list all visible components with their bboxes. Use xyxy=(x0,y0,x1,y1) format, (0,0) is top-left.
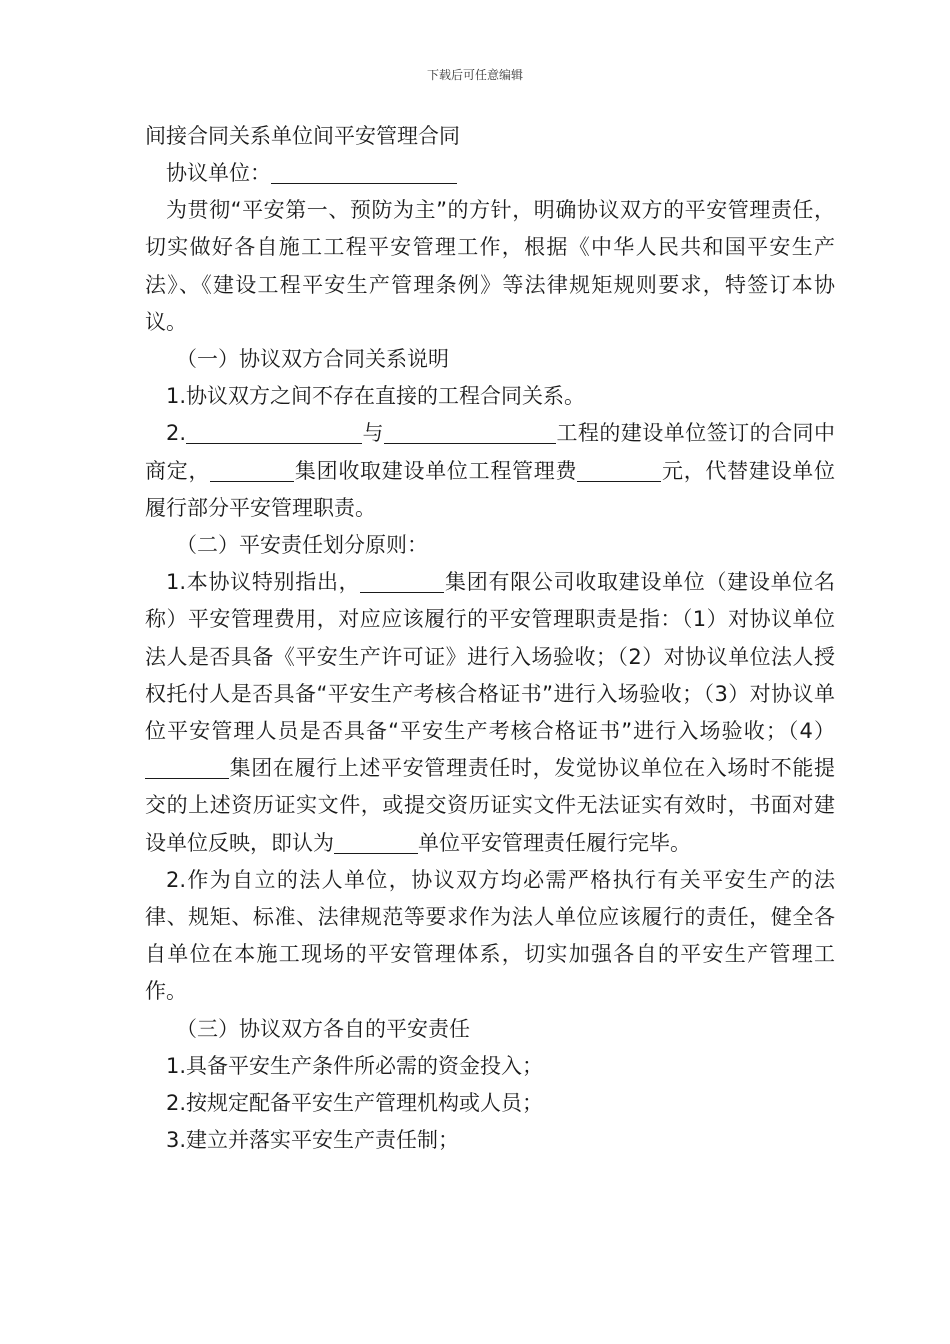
text-fragment: 集团在履行上述平安管理责任时，发觉协议单位在入场时不能提交的上述资历证实文件，或提交资历证实文件无法证实有效时，书面对建设单位反映，即认为 xyxy=(145,756,835,855)
text-fragment: 集团收取建设单位工程管理费 xyxy=(294,458,578,483)
party-line xyxy=(145,155,835,192)
blank-field xyxy=(210,459,294,482)
blank-field xyxy=(186,421,362,444)
text-fragment: 元，代替建设单位履行部分平安管理职责。 xyxy=(145,458,836,520)
text-fragment: 1.本协议特别指出， xyxy=(166,570,361,595)
section3-item2: 2.按规定配备平安生产管理机构或人员； xyxy=(166,1091,544,1116)
section1-heading: （一）协议双方合同关系说明 xyxy=(176,347,449,372)
blank-field xyxy=(145,756,229,779)
section2-heading: （二）平安责任划分原则： xyxy=(176,533,428,558)
text-fragment: 单位平安管理责任履行完毕。 xyxy=(418,830,691,855)
text-fragment: 与 xyxy=(362,421,384,446)
page-header: 下载后可任意编辑 xyxy=(426,68,523,82)
text-fragment: 2. xyxy=(166,421,187,446)
text-fragment: 工程的建设单位签订的合同中商定， xyxy=(145,421,836,483)
text-fragment: 集团有限公司收取建设单位（建设单位名称）平安管理费用，对应应该履行的平安管理职责是指：（1）对协议单位法人是否具备《平安生产许可证》进行入场验收；（2）对协议单位法人授权托付人是否具备“平安生产考核合格证书”进行入场验收；（3）对协议单位平安管理人员是否具备“平安生产考核合格证书”进行入场验收；（4） xyxy=(145,570,835,744)
section2-item2: 2.作为自立的法人单位，协议双方均必需严格执行有关平安生产的法律、规矩、标准、法律规范等要求作为法人单位应该履行的责任，健全各自单位在本施工现场的平安管理体系，切实加强各自的平安生产管理工作。 xyxy=(145,867,835,1004)
section2-item1 xyxy=(145,564,835,862)
party-blank xyxy=(271,161,457,184)
blank-field xyxy=(384,421,556,444)
section1-item1: 1.协议双方之间不存在直接的工程合同关系。 xyxy=(166,384,586,409)
section1-item2 xyxy=(145,415,835,527)
intro-paragraph: 为贯彻“平安第一、预防为主”的方针，明确协议双方的平安管理责任，切实做好各自施工工程平安管理工作，根据《中华人民共和国平安生产法》、《建设工程平安生产管理条例》等法律规矩规则要求，特签订本协议。 xyxy=(145,198,835,334)
document-title: 间接合同关系单位间平安管理合同 xyxy=(145,124,460,148)
blank-field xyxy=(360,570,444,593)
blank-field xyxy=(577,459,661,482)
document-body xyxy=(145,118,835,1159)
section3-item3: 3.建立并落实平安生产责任制； xyxy=(166,1128,460,1153)
party-label: 协议单位： xyxy=(166,161,271,185)
section3-heading: （三）协议双方各自的平安责任 xyxy=(176,1016,470,1041)
section3-item1: 1.具备平安生产条件所必需的资金投入； xyxy=(166,1053,544,1078)
blank-field xyxy=(334,831,418,854)
